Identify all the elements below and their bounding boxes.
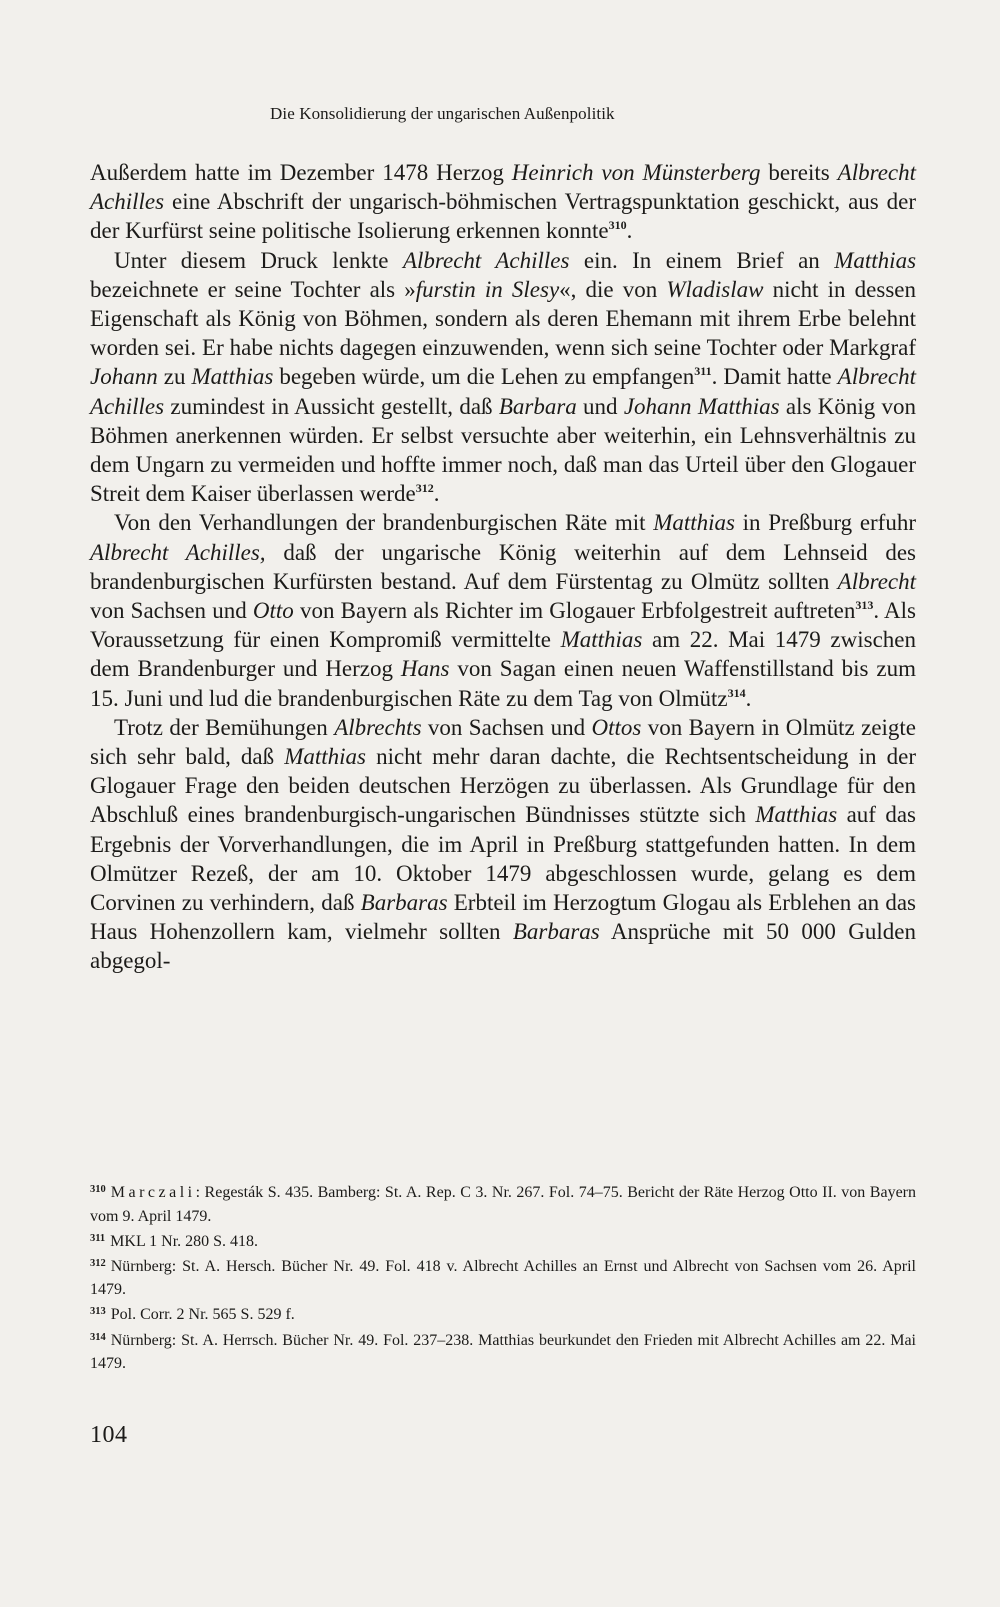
footnote-ref[interactable]: 311 — [694, 364, 712, 379]
text-run: daß der ungarische König weiterhin auf dem Lehnseid des brandenburgischen Kurfürsten bestand. Auf dem Fürstentag zu Olmütz sollten — [90, 539, 916, 594]
text-run: bereits — [760, 160, 838, 185]
text-run: nicht mehr daran dachte, die Rechtsentscheidung in der Glogauer Frage den beiden deutschen Herzögen zu überlassen. Als Grundlage für den Abschluß eines brandenburgisch-ungarischen Bündnisses stützte sich — [90, 744, 916, 828]
footnote-author: Marczali — [110, 1184, 196, 1201]
text-run: . Damit hatte — [711, 364, 838, 390]
running-head: Die Konsolidierung der ungarischen Außenpolitik — [270, 104, 615, 123]
footnote-text: Nürnberg: St. A. Hersch. Bücher Nr. 49. Fol. 418 v. Albrecht Achilles an Ernst und Albrecht von Sachsen vom 26. April 1479. — [90, 1257, 916, 1299]
person-name: Heinrich von Münsterberg — [511, 160, 761, 185]
person-name: Johann Matthias — [623, 393, 780, 419]
text-run: . — [745, 685, 752, 711]
footnote-number: 312 — [90, 1257, 106, 1269]
text-run: Ansprüche mit 50 000 Gulden abgegol- — [90, 919, 916, 974]
text-run: . Als Voraussetzung für einen Kompromiß vermittelte — [90, 598, 917, 653]
person-name: Matthias — [560, 627, 643, 653]
text-run: als König von Böhmen anerkennen würden. Er selbst versuchte aber weiterhin, ein Lehnsverhältnis zu dem Ungarn zu vermeiden und hoffte immer noch, daß man das Urteil über den Glogauer Streit dem Kaiser überlassen werde — [90, 393, 916, 507]
text-run: ein. In einem Brief an — [569, 247, 835, 273]
footnote-311 — [90, 1230, 916, 1254]
footnote-text: MKL 1 Nr. 280 S. 418. — [110, 1232, 259, 1250]
person-name: Albrechts — [334, 714, 422, 740]
text-run: nicht in dessen Eigenschaft als König von Böhmen, sondern als deren Ehemann mit ihrem Erbe belehnt worden sei. Er habe nichts dagegen einzuwenden, wenn sich seine Tochter oder Markgraf — [90, 276, 916, 361]
paragraph-3 — [90, 508, 916, 712]
footnote-number: 314 — [90, 1331, 106, 1343]
person-name: Ottos — [591, 714, 642, 740]
person-name: Otto — [252, 598, 294, 624]
footnote-313 — [90, 1303, 916, 1327]
footnotes — [90, 1181, 916, 1377]
footnote-ref[interactable]: 314 — [727, 685, 746, 700]
person-name: Johann — [90, 364, 158, 390]
text-run: Erbteil im Herzogtum Glogau als Erblehen an das Haus Hohenzollern kam, vielmehr sollten — [90, 890, 916, 945]
text-run: in Preßburg erfuhr — [734, 510, 917, 536]
page-number: 104 — [90, 1422, 128, 1448]
text-run: von Sachsen und — [90, 598, 253, 624]
text-run: zumindest in Aussicht gestellt, daß — [164, 393, 499, 419]
text-run: Unter diesem Druck lenkte — [114, 247, 403, 273]
person-name: Matthias — [834, 247, 917, 273]
text-run: . — [626, 218, 633, 244]
text-run: Außerdem hatte im Dezember 1478 Herzog — [90, 160, 512, 185]
text-run: Trotz der Bemühungen — [114, 714, 335, 740]
text-run: eine Abschrift der ungarisch-böhmischen Vertragspunktation geschickt, aus der der Kurfürst seine politische Isolierung erkennen konnte — [90, 189, 916, 244]
paragraph-1 — [90, 158, 916, 246]
text-run: Von den Verhandlungen der brandenburgischen Räte mit — [114, 510, 654, 536]
person-name: Albrecht Achilles — [90, 160, 917, 215]
footnote-number: 311 — [90, 1232, 106, 1244]
text-run: von Sachsen und — [421, 714, 592, 740]
text-run: und — [576, 393, 624, 419]
text-run: zu — [157, 364, 192, 390]
text-run: «, die von — [559, 276, 667, 302]
text-run: auf das Ergebnis der Vorverhandlungen, die im April in Preßburg stattgefunden hatten. In dem Olmützer Rezeß, der am 10. Oktober 1479 abgeschlossen wurde, gelang es dem Corvinen zu verhindern, daß — [90, 802, 917, 916]
paragraph-2 — [90, 246, 916, 509]
footnote-312 — [90, 1255, 916, 1302]
person-name: Albrecht Achilles — [402, 247, 570, 273]
person-name: Barbaras — [360, 890, 448, 916]
person-name: Albrecht Achilles — [90, 364, 917, 419]
footnote-text: Nürnberg: St. A. Herrsch. Bücher Nr. 49. Fol. 237–238. Matthias beurkundet den Frieden mit Albrecht Achilles am 22. Mai 1479. — [90, 1331, 916, 1373]
footnote-ref[interactable]: 313 — [855, 598, 874, 613]
text-run: begeben würde, um die Lehen zu empfangen — [273, 364, 695, 390]
person-name: Albrecht Achilles, — [90, 539, 266, 565]
text-run: . — [433, 481, 440, 507]
footnote-ref[interactable]: 310 — [608, 218, 627, 233]
person-name: Albrecht — [837, 568, 916, 594]
text-run: von Bayern als Richter im Glogauer Erbfolgestreit auftreten — [293, 598, 856, 624]
text-run: bezeichnete er seine Tochter als » — [90, 276, 416, 302]
footnote-310 — [90, 1181, 916, 1228]
person-name: Wladislaw — [666, 276, 764, 302]
text-run: von Bayern in Olmütz zeigte sich sehr bald, daß — [90, 714, 917, 770]
person-name: Matthias — [191, 364, 274, 390]
paragraph-4 — [90, 713, 916, 976]
person-name: Matthias — [653, 510, 735, 536]
person-name: Barbaras — [512, 919, 600, 945]
footnote-ref[interactable]: 312 — [415, 481, 434, 496]
footnote-number: 310 — [90, 1184, 106, 1195]
text-run: am 22. Mai 1479 zwischen dem Brandenburger und Herzog — [90, 627, 916, 682]
footnote-text: : Regesták S. 435. Bamberg: St. A. Rep. C 3. Nr. 267. Fol. 74–75. Bericht der Räte Herzog Otto II. von Bayern vom 9. April 1479. — [90, 1184, 916, 1225]
person-name: Matthias — [284, 744, 366, 770]
main-text — [90, 158, 916, 976]
text-run: von Sagan einen neuen Waffenstillstand bis zum 15. Juni und lud die brandenburgischen Räte zu dem Tag von Olmütz — [90, 656, 916, 711]
footnote-314 — [90, 1329, 916, 1376]
footnote-text: Pol. Corr. 2 Nr. 565 S. 529 f. — [110, 1306, 295, 1324]
person-name: Matthias — [755, 802, 838, 828]
person-name: Barbara — [498, 393, 577, 419]
footnote-number: 313 — [90, 1306, 106, 1318]
quoted-title: furstin in Slesy — [415, 276, 560, 302]
person-name: Hans — [400, 656, 450, 682]
